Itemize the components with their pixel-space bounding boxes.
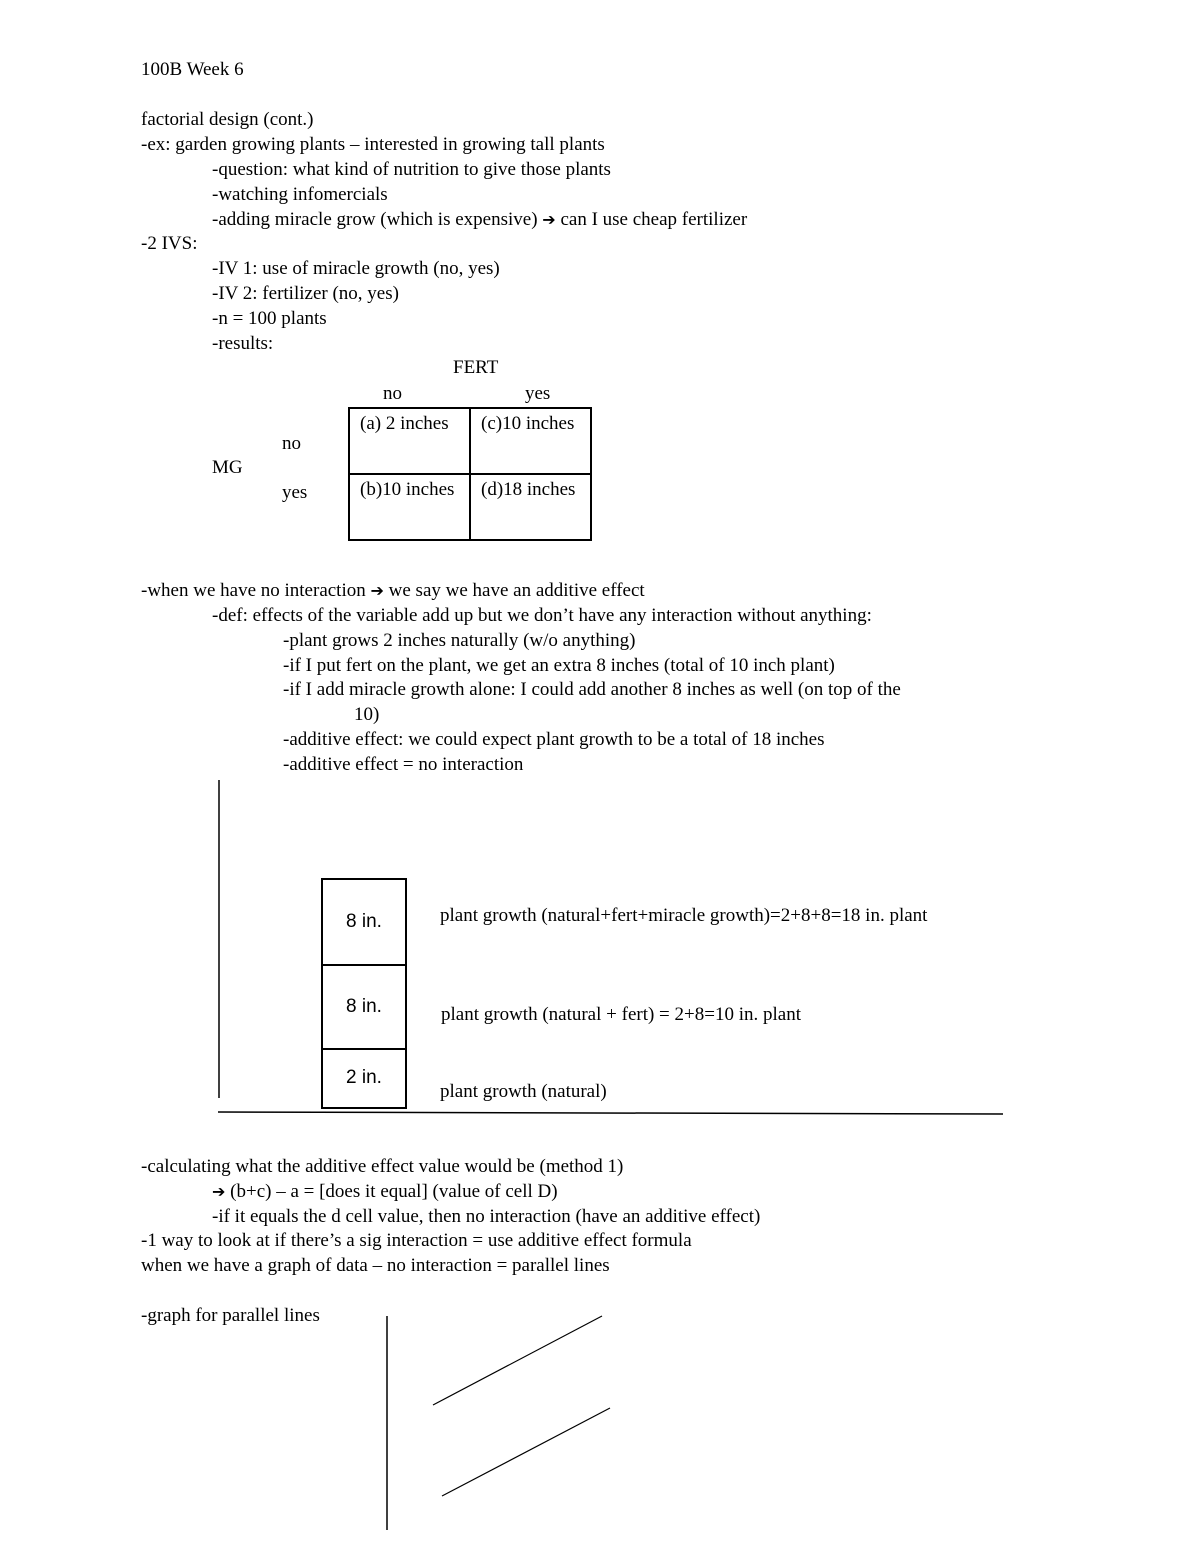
additive-equals-line: -additive effect = no interaction xyxy=(283,754,524,775)
calc-heading: -calculating what the additive effect value would be (method 1) xyxy=(141,1156,624,1177)
graph-heading: -graph for parallel lines xyxy=(141,1305,320,1326)
infomercials-line: -watching infomercials xyxy=(212,184,388,205)
iv2-line: -IV 2: fertilizer (no, yes) xyxy=(212,283,399,304)
row-no-label: no xyxy=(282,433,301,454)
right-arrow-icon: ➔ xyxy=(542,210,556,229)
row-yes-label: yes xyxy=(282,482,308,503)
right-arrow-icon: ➔ xyxy=(212,1182,226,1201)
stack-label-bottom: plant growth (natural) xyxy=(440,1081,607,1102)
d-cell-line: -if it equals the d cell value, then no interaction (have an additive effect) xyxy=(212,1206,761,1227)
stack-label-top: plant growth (natural+fert+miracle growth)=2+8+8=18 in. plant xyxy=(440,905,928,926)
row-factor-label: MG xyxy=(212,457,243,478)
additive-total-line: -additive effect: we could expect plant growth to be a total of 18 inches xyxy=(283,729,825,750)
no-interaction-text: -when we have no interaction xyxy=(141,580,366,601)
example-line: -ex: garden growing plants – interested in growing tall plants xyxy=(141,134,605,155)
topic-heading: factorial design (cont.) xyxy=(141,109,314,130)
column-yes-label: yes xyxy=(525,383,551,404)
cheap-fertilizer-text: can I use cheap fertilizer xyxy=(560,209,748,230)
stack-box-top: 8 in. xyxy=(321,878,407,966)
cell-a: (a) 2 inches xyxy=(349,408,470,474)
miracle-growth-line: -if I add miracle growth alone: I could add another 8 inches as well (on top of the xyxy=(283,679,901,700)
stack-label-middle: plant growth (natural + fert) = 2+8=10 in. plant xyxy=(441,1004,801,1025)
column-factor-label: FERT xyxy=(453,357,499,378)
sig-interaction-line: -1 way to look at if there’s a sig interaction = use additive effect formula xyxy=(141,1230,692,1251)
formula-line xyxy=(212,1180,558,1205)
right-arrow-icon: ➔ xyxy=(370,581,384,600)
column-no-label: no xyxy=(383,383,402,404)
formula-text: (b+c) – a = [does it equal] (value of cell D) xyxy=(230,1181,558,1202)
page-title: 100B Week 6 xyxy=(141,59,244,80)
natural-growth-line: -plant grows 2 inches naturally (w/o anything) xyxy=(283,630,636,651)
results-line: -results: xyxy=(212,333,274,354)
ivs-heading: -2 IVS: xyxy=(141,233,198,254)
question-line: -question: what kind of nutrition to give those plants xyxy=(212,159,611,180)
parallel-lines-line: when we have a graph of data – no interaction = parallel lines xyxy=(141,1255,610,1276)
cell-c: (c)10 inches xyxy=(470,408,591,474)
cell-b: (b)10 inches xyxy=(349,474,470,540)
parallel-line-upper xyxy=(433,1316,602,1405)
stack-box-middle: 8 in. xyxy=(321,964,407,1050)
stack-box-bottom: 2 in. xyxy=(321,1048,407,1109)
miracle-growth-line-cont: 10) xyxy=(354,704,380,725)
fert-growth-line: -if I put fert on the plant, we get an extra 8 inches (total of 10 inch plant) xyxy=(283,655,835,676)
additive-effect-text: we say we have an additive effect xyxy=(388,580,645,601)
stack-x-axis xyxy=(218,1112,1003,1114)
definition-line: -def: effects of the variable add up but we don’t have any interaction without anything: xyxy=(212,605,872,626)
iv1-line: -IV 1: use of miracle growth (no, yes) xyxy=(212,258,500,279)
sample-size-line: -n = 100 plants xyxy=(212,308,327,329)
cell-d: (d)18 inches xyxy=(470,474,591,540)
parallel-line-lower xyxy=(442,1408,610,1496)
miracle-grow-text: -adding miracle grow (which is expensive) xyxy=(212,209,538,230)
